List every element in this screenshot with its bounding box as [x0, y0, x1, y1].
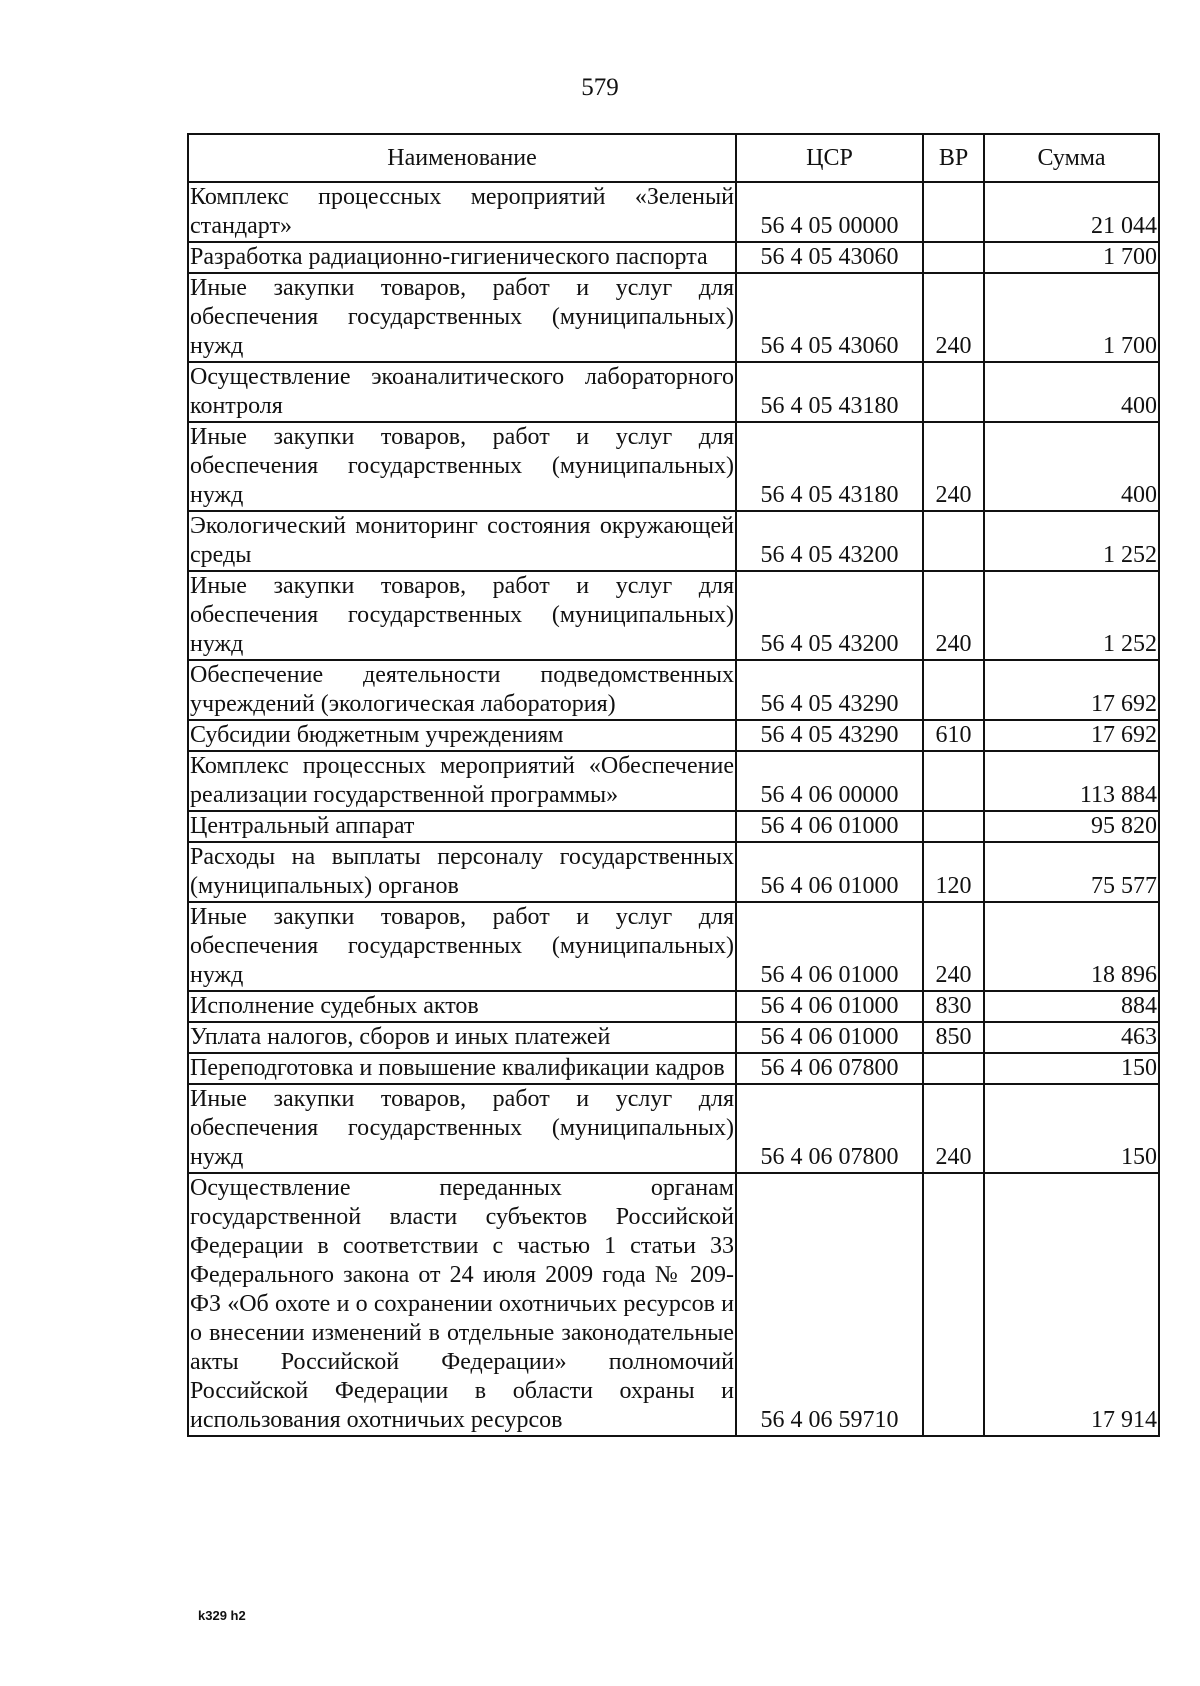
cell-vr	[923, 1053, 984, 1084]
cell-sum: 150	[984, 1084, 1159, 1173]
cell-csr: 56 4 05 43200	[736, 511, 923, 571]
cell-vr	[923, 362, 984, 422]
cell-csr: 56 4 06 01000	[736, 1022, 923, 1053]
cell-csr: 56 4 05 43180	[736, 362, 923, 422]
table-row	[188, 751, 1159, 811]
cell-csr: 56 4 06 01000	[736, 902, 923, 991]
cell-vr	[923, 242, 984, 273]
cell-sum: 17 914	[984, 1173, 1159, 1436]
cell-csr: 56 4 05 43290	[736, 660, 923, 720]
cell-vr: 240	[923, 273, 984, 362]
cell-vr: 830	[923, 991, 984, 1022]
table-row	[188, 991, 1159, 1022]
cell-vr: 610	[923, 720, 984, 751]
cell-name: Комплекс процессных мероприятий «Обеспечение реализации государственной программы»	[188, 751, 736, 811]
table-row	[188, 422, 1159, 511]
cell-csr: 56 4 05 43180	[736, 422, 923, 511]
table-row	[188, 1084, 1159, 1173]
cell-name: Разработка радиационно-гигиенического паспорта	[188, 242, 736, 273]
page-number: 579	[581, 74, 619, 101]
cell-name: Иные закупки товаров, работ и услуг для обеспечения государственных (муниципальных) нужд	[188, 571, 736, 660]
table-row	[188, 811, 1159, 842]
cell-sum: 400	[984, 362, 1159, 422]
cell-csr: 56 4 06 01000	[736, 842, 923, 902]
table-row	[188, 511, 1159, 571]
cell-csr: 56 4 06 01000	[736, 811, 923, 842]
cell-sum: 1 252	[984, 511, 1159, 571]
cell-sum: 113 884	[984, 751, 1159, 811]
cell-name: Расходы на выплаты персоналу государственных (муниципальных) органов	[188, 842, 736, 902]
cell-csr: 56 4 06 00000	[736, 751, 923, 811]
header-vr: ВР	[923, 134, 984, 182]
table-row	[188, 273, 1159, 362]
footer-code: k329 h2	[198, 1608, 246, 1623]
budget-table	[187, 133, 1160, 1437]
cell-vr: 240	[923, 422, 984, 511]
cell-vr: 240	[923, 902, 984, 991]
cell-sum: 1 700	[984, 242, 1159, 273]
cell-name: Обеспечение деятельности подведомственных учреждений (экологическая лаборатория)	[188, 660, 736, 720]
header-csr: ЦСР	[736, 134, 923, 182]
cell-name: Комплекс процессных мероприятий «Зеленый стандарт»	[188, 182, 736, 242]
table-row	[188, 242, 1159, 273]
table-row	[188, 1173, 1159, 1436]
cell-sum: 884	[984, 991, 1159, 1022]
table-row	[188, 660, 1159, 720]
cell-name: Осуществление переданных органам государственной власти субъектов Российской Федерации в соответствии с частью 1 статьи 33 Федерального закона от 24 июля 2009 года № 209-ФЗ «Об охоте и о сохранении охотничьих ресурсов и о внесении изменений в отдельные законодательные акты Российской Федерации» полномочий Российской Федерации в области охраны и использования охотничьих ресурсов	[188, 1173, 736, 1436]
cell-sum: 75 577	[984, 842, 1159, 902]
cell-sum: 18 896	[984, 902, 1159, 991]
cell-vr	[923, 1173, 984, 1436]
cell-name: Уплата налогов, сборов и иных платежей	[188, 1022, 736, 1053]
cell-vr: 850	[923, 1022, 984, 1053]
cell-name: Центральный аппарат	[188, 811, 736, 842]
cell-name: Иные закупки товаров, работ и услуг для обеспечения государственных (муниципальных) нужд	[188, 902, 736, 991]
cell-name: Исполнение судебных актов	[188, 991, 736, 1022]
cell-name: Иные закупки товаров, работ и услуг для обеспечения государственных (муниципальных) нужд	[188, 422, 736, 511]
cell-vr: 240	[923, 571, 984, 660]
cell-csr: 56 4 05 43060	[736, 273, 923, 362]
table-header-row	[188, 134, 1159, 182]
table-body	[188, 182, 1159, 1436]
cell-csr: 56 4 05 00000	[736, 182, 923, 242]
cell-vr	[923, 811, 984, 842]
cell-sum: 17 692	[984, 660, 1159, 720]
cell-csr: 56 4 06 07800	[736, 1084, 923, 1173]
cell-csr: 56 4 06 01000	[736, 991, 923, 1022]
header-sum: Сумма	[984, 134, 1159, 182]
cell-vr	[923, 182, 984, 242]
cell-sum: 17 692	[984, 720, 1159, 751]
cell-name: Переподготовка и повышение квалификации кадров	[188, 1053, 736, 1084]
table-row	[188, 1022, 1159, 1053]
header-name: Наименование	[188, 134, 736, 182]
cell-csr: 56 4 06 07800	[736, 1053, 923, 1084]
table-row	[188, 1053, 1159, 1084]
cell-vr	[923, 751, 984, 811]
cell-sum: 463	[984, 1022, 1159, 1053]
cell-sum: 95 820	[984, 811, 1159, 842]
table-row	[188, 720, 1159, 751]
cell-vr: 120	[923, 842, 984, 902]
cell-sum: 1 252	[984, 571, 1159, 660]
table-row	[188, 571, 1159, 660]
table-row	[188, 902, 1159, 991]
cell-vr	[923, 511, 984, 571]
table-row	[188, 182, 1159, 242]
cell-name: Субсидии бюджетным учреждениям	[188, 720, 736, 751]
table-row	[188, 842, 1159, 902]
table-row	[188, 362, 1159, 422]
cell-sum: 150	[984, 1053, 1159, 1084]
cell-name: Экологический мониторинг состояния окружающей среды	[188, 511, 736, 571]
cell-vr: 240	[923, 1084, 984, 1173]
cell-sum: 1 700	[984, 273, 1159, 362]
cell-name: Иные закупки товаров, работ и услуг для обеспечения государственных (муниципальных) нужд	[188, 1084, 736, 1173]
cell-csr: 56 4 05 43060	[736, 242, 923, 273]
cell-sum: 400	[984, 422, 1159, 511]
cell-csr: 56 4 06 59710	[736, 1173, 923, 1436]
cell-csr: 56 4 05 43290	[736, 720, 923, 751]
cell-name: Иные закупки товаров, работ и услуг для обеспечения государственных (муниципальных) нужд	[188, 273, 736, 362]
cell-sum: 21 044	[984, 182, 1159, 242]
cell-vr	[923, 660, 984, 720]
cell-csr: 56 4 05 43200	[736, 571, 923, 660]
cell-name: Осуществление экоаналитического лабораторного контроля	[188, 362, 736, 422]
